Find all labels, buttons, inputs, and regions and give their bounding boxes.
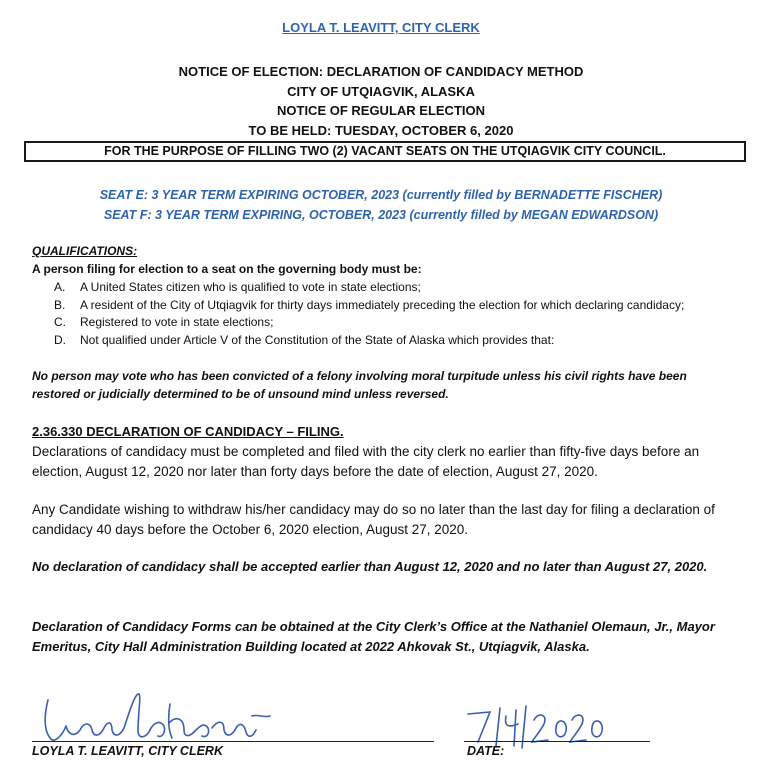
notice-heading (0, 62, 762, 140)
qualification-item (54, 279, 734, 297)
seats-list (0, 185, 762, 225)
notice-election-type: NOTICE OF REGULAR ELECTION (277, 103, 485, 118)
notice-city: CITY OF UTQIAGVIK, ALASKA (287, 83, 475, 99)
qualification-text: Not qualified under Article V of the Constitution of the State of Alaska which provides that: (80, 332, 555, 347)
qualifications-lead: A person filing for election to a seat on the governing body must be: (32, 262, 422, 276)
qualification-text: A resident of the City of Utqiagvik for thirty days immediately preceding the election for which declaring candidacy; (80, 297, 685, 312)
notice-title: NOTICE OF ELECTION: DECLARATION OF CANDIDACY METHOD (178, 64, 584, 79)
forms-location-paragraph: Declaration of Candidacy Forms can be obtained at the City Clerk’s Office at the Nathaniel Olemaun, Jr., Mayor Emeritus, City Hall Administration Building located at 2022 Ahkovak St., Utqiagvik, Alaska. (32, 619, 715, 654)
qualification-item (54, 297, 734, 315)
signature-name-label: LOYLA T. LEAVITT, CITY CLERK (32, 744, 223, 758)
qualification-text: A United States citizen who is qualified to vote in state elections; (80, 280, 421, 294)
seat-f: SEAT F: 3 YEAR TERM EXPIRING, OCTOBER, 2023 (currently filled by MEGAN EDWARDSON) (103, 208, 659, 222)
purpose-banner: FOR THE PURPOSE OF FILLING TWO (2) VACANT SEATS ON THE UTQIAGVIK CITY COUNCIL. (24, 141, 746, 162)
date-line (464, 741, 650, 742)
qualification-letter: A. (54, 280, 66, 294)
qualification-item (54, 314, 734, 332)
filing-deadline-paragraph: Declarations of candidacy must be completed and filed with the city clerk no earlier than fifty-five days before an election, August 12, 2020 nor later than forty days before the date of election, August 27, 2020. (32, 444, 700, 479)
handwritten-date (460, 700, 610, 750)
qualification-letter: C. (54, 315, 66, 329)
notice-election-date: TO BE HELD: TUESDAY, OCTOBER 6, 2020 (248, 122, 514, 138)
qualification-text: Registered to vote in state elections; (80, 315, 274, 329)
section-title: 2.36.330 DECLARATION OF CANDIDACY – FILING. (32, 424, 344, 439)
felony-note: No person may vote who has been convicted of a felony involving moral turpitude unless his civil rights have been restored or judicially determined to be of unsound mind unless reversed. (32, 369, 687, 401)
qualifications-list (54, 279, 734, 349)
date-label: DATE: (467, 744, 505, 758)
qualifications-title: QUALIFICATIONS: (32, 244, 138, 258)
clerk-signature (38, 686, 278, 748)
acceptance-window-paragraph: No declaration of candidacy shall be accepted earlier than August 12, 2020 and no later than August 27, 2020. (32, 559, 708, 574)
qualification-item (54, 332, 734, 350)
withdrawal-paragraph: Any Candidate wishing to withdraw his/her candidacy may do so no later than the last day for filing a declaration of candidacy 40 days before the October 6, 2020 election, August 27, 2020. (32, 502, 715, 537)
signature-line (32, 741, 434, 742)
qualification-letter: B. (54, 297, 66, 312)
clerk-header: LOYLA T. LEAVITT, CITY CLERK (282, 20, 480, 35)
qualification-letter: D. (54, 332, 66, 347)
seat-e: SEAT E: 3 YEAR TERM EXPIRING OCTOBER, 2023 (currently filled by BERNADETTE FISCHER) (99, 188, 663, 202)
